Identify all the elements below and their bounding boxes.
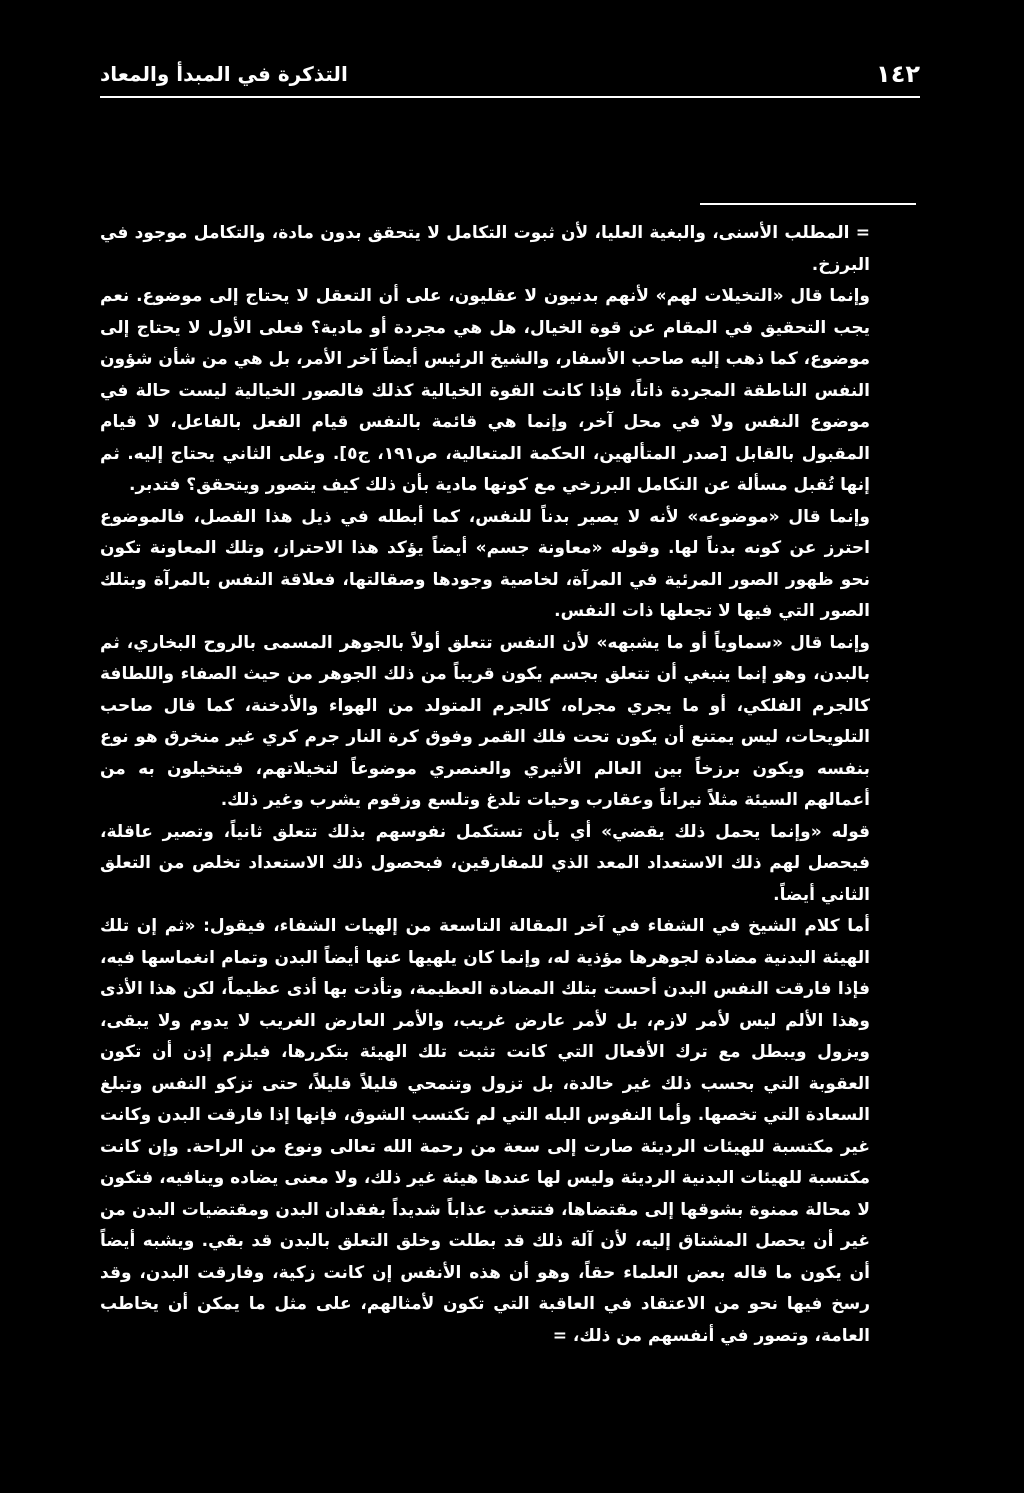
paragraph: = المطلب الأسنى، والبغية العليا، لأن ثبوت التكامل لا يتحقق بدون مادة، والتكامل موجود في البرزخ. xyxy=(100,223,870,275)
footnote-separator xyxy=(700,203,916,205)
paragraph: قوله «وإنما يحمل ذلك يقضي» أي بأن تستكمل نفوسهم بذلك تتعلق ثانياً، وتصير عاقلة، فيحصل لهم ذلك الاستعداد المعد الذي للمفارقين، فبحصول ذلك الاستعداد تخلص من التعلق الثاني أيضاً. xyxy=(100,821,870,905)
running-title: التذكرة في المبدأ والمعاد xyxy=(100,62,348,86)
page-number: ١٤٢ xyxy=(876,60,920,88)
paragraph: وإنما قال «سماوياً أو ما يشبهه» لأن النفس تتعلق أولاً بالجوهر المسمى بالروح البخاري، ثم بالبدن، وهو إنما ينبغي أن تتعلق بجسم يكون قريباً من ذلك الجوهر من حيث الصفاء واللطافة كالجرم الفلكي، أو ما يجري مجراه، كالجرم المتولد من الهواء والأدخنة، كما قال صاحب التلويحات، ليس يمتنع أن يكون تحت فلك القمر وفوق كرة النار جرم كري غير منخرق هو نوع بنفسه ويكون برزخاً بين العالم الأثيري والعنصري موضوعاً لتخيلاتهم، فيتخيلون به من أعمالهم السيئة مثلاً نيراناً وعقارب وحيات تلدغ وتلسع وزقوم يشرب وغير ذلك. xyxy=(100,632,870,810)
body-text xyxy=(100,218,870,1352)
header-rule xyxy=(100,96,920,98)
paragraph: وإنما قال «موضوعه» لأنه لا يصير بدناً للنفس، كما أبطله في ذيل هذا الفصل، فالموضوع احترز عن كونه بدناً لها. وقوله «معاونة جسم» أيضاً يؤكد هذا الاحتراز، وتلك المعاونة تكون نحو ظهور الصور المرئية في المرآة، لخاصية وجودها وصقالتها، فعلاقة النفس بالمرآة وبتلك الصور التي فيها لا تجعلها ذات النفس. xyxy=(100,506,870,621)
paragraph: أما كلام الشيخ في الشفاء في آخر المقالة التاسعة من إلهيات الشفاء، فيقول: «ثم إن تلك الهيئة البدنية مضادة لجوهرها مؤذية له، وإنما كان يلهيها عنها أيضاً البدن وتمام انغماسها فيه، فإذا فارقت النفس البدن أحست بتلك المضادة العظيمة، وتأذت بها أذى عظيماً، لكن هذا الأذى وهذا الألم ليس لأمر لازم، بل لأمر عارض غريب، والأمر العارض الغريب لا يدوم ولا يبقى، ويزول ويبطل مع ترك الأفعال التي كانت تثبت تلك الهيئة بتكررها، فيلزم إذن أن تكون العقوبة التي بحسب ذلك غير خالدة، بل تزول وتنمحي قليلاً قليلاً، حتى تزكو النفس وتبلغ السعادة التي تخصها. وأما النفوس البله التي لم تكتسب الشوق، فإنها إذا فارقت البدن وكانت غير مكتسبة للهيئات الرديئة صارت إلى سعة من رحمة الله تعالى ونوع من الراحة. وإن كانت مكتسبة للهيئات البدنية الرديئة وليس لها عندها هيئة غير ذلك، ولا معنى يضاده وينافيه، فتكون لا محالة ممنوة بشوقها إلى مقتضاها، فتتعذب عذاباً شديداً بفقدان البدن ومقتضيات البدن من غير أن يحصل المشتاق إليه، لأن آلة ذلك قد بطلت وخلق التعلق بالبدن قد بقي. ويشبه أيضاً أن يكون ما قاله بعض العلماء حقاً، وهو أن هذه الأنفس إن كانت زكية، وفارقت البدن، وقد رسخ فيها نحو من الاعتقاد في العاقبة التي تكون لأمثالهم، على مثل ما يمكن أن يخاطب العامة، وتصور في أنفسهم من ذلك، = xyxy=(100,916,870,1346)
paragraph: وإنما قال «التخيلات لهم» لأنهم بدنيون لا عقليون، على أن التعقل لا يحتاج إلى موضوع. نعم يجب التحقيق في المقام عن قوة الخيال، هل هي مجردة أو مادية؟ فعلى الأول لا يحتاج إلى موضوع، كما ذهب إليه صاحب الأسفار، والشيخ الرئيس أيضاً آخر الأمر، بل هي من شأن شؤون النفس الناطقة المجردة ذاتاً، فإذا كانت القوة الخيالية كذلك فالصور الخيالية ليست حالة في موضوع النفس ولا في محل آخر، وإنما هي قائمة بالنفس قيام الفعل بالفاعل، لا قيام المقبول بالقابل [صدر المتألهين، الحكمة المتعالية، ص١٩١، ج٥]. وعلى الثاني يحتاج إليه. ثم إنها تُقبل مسألة عن التكامل البرزخي مع كونها مادية بأن ذلك كيف يتصور ويتحقق؟ فتدبر. xyxy=(100,286,870,495)
page-header xyxy=(100,56,920,92)
